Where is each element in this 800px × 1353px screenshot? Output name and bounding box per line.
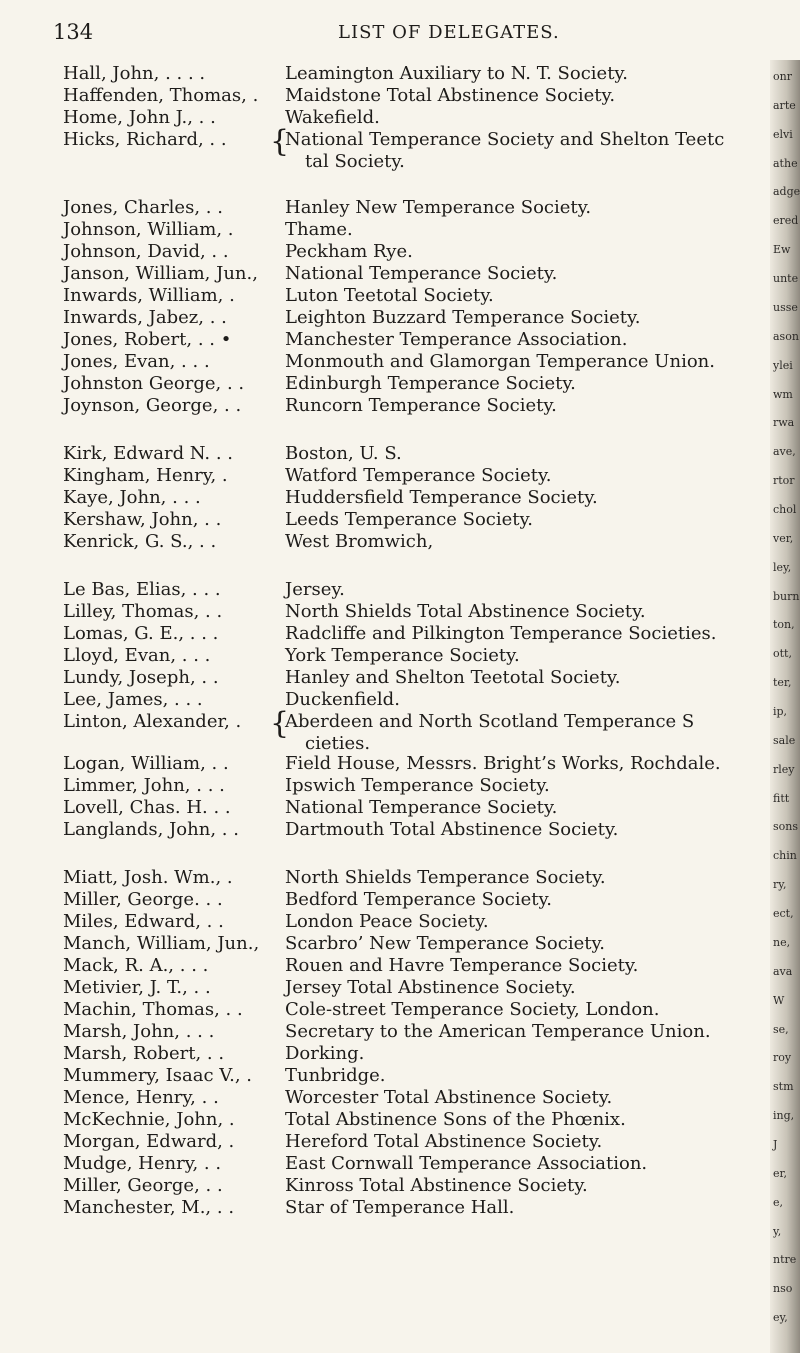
- society-name: [285, 689, 400, 711]
- margin-fragment: ava: [773, 965, 793, 978]
- margin-fragment: ing,: [773, 1109, 795, 1122]
- society-line: Huddersfield Temperance Society.: [285, 487, 598, 508]
- society-line: Jersey.: [285, 579, 345, 600]
- margin-fragment: e,: [773, 1196, 784, 1209]
- delegate-name: Lee, James, . . .: [63, 689, 203, 710]
- margin-fragment: wm: [773, 388, 793, 401]
- margin-fragment: ect,: [773, 907, 794, 920]
- margin-fragment: chin: [773, 849, 797, 862]
- society-name: [285, 775, 550, 797]
- society-line: Leamington Auxiliary to N. T. Society.: [285, 63, 628, 84]
- society-line: Bedford Temperance Society.: [285, 889, 553, 910]
- delegate-name: Linton, Alexander, .: [63, 711, 242, 732]
- delegate-name: Johnston George, . .: [63, 373, 245, 394]
- delegate-name: Hicks, Richard, . .: [63, 129, 227, 150]
- margin-fragment: ver,: [773, 532, 794, 545]
- delegate-name: Home, John J., . .: [63, 107, 216, 128]
- delegate-name: Johnson, David, . .: [63, 241, 229, 262]
- margin-fragment: sons: [773, 820, 798, 833]
- margin-fragment: unte: [773, 272, 799, 285]
- society-line: Total Abstinence Sons of the Phœnix.: [285, 1109, 626, 1130]
- delegate-name: Mack, R. A., . . .: [63, 955, 209, 976]
- society-name: [285, 1131, 602, 1153]
- society-line: Jersey Total Abstinence Society.: [285, 977, 576, 998]
- brace-mark: {: [270, 124, 290, 159]
- society-line: London Peace Society.: [285, 911, 489, 932]
- delegate-name: Mummery, Isaac V., .: [63, 1065, 252, 1086]
- delegate-name: Lovell, Chas. H. . .: [63, 797, 231, 818]
- delegate-name: Miles, Edward, . .: [63, 911, 224, 932]
- society-name: [285, 889, 552, 911]
- society-line: Aberdeen and North Scotland Temperance S: [285, 711, 695, 732]
- society-name: [285, 85, 615, 107]
- society-line: Field House, Messrs. Bright’s Works, Rochdale.: [285, 753, 721, 774]
- society-line: York Temperance Society.: [285, 645, 520, 666]
- society-line: Boston, U. S.: [285, 443, 402, 464]
- society-name: [285, 955, 638, 977]
- delegate-name: Miller, George, . .: [63, 1175, 223, 1196]
- society-name: [285, 107, 380, 129]
- delegate-name: Jones, Evan, . . .: [63, 351, 210, 372]
- society-line: Maidstone Total Abstinence Society.: [285, 85, 616, 106]
- society-name: [285, 645, 520, 667]
- society-line: Star of Temperance Hall.: [285, 1197, 515, 1218]
- society-line: Wakefield.: [285, 107, 380, 128]
- society-name: [285, 1065, 386, 1087]
- society-line: Scarbro’ New Temperance Society.: [285, 933, 605, 954]
- margin-fragment: sale: [773, 734, 796, 747]
- society-line: Runcorn Temperance Society.: [285, 395, 557, 416]
- society-name: [285, 711, 694, 755]
- delegate-name: Mudge, Henry, . .: [63, 1153, 222, 1174]
- society-line: North Shields Total Abstinence Society.: [285, 601, 646, 622]
- delegate-name: Kenrick, G. S., . .: [63, 531, 217, 552]
- society-line: Secretary to the American Temperance Union.: [285, 1021, 711, 1042]
- delegate-name: Miller, George. . .: [63, 889, 223, 910]
- society-name: [285, 63, 628, 85]
- margin-fragment: ave,: [773, 445, 796, 458]
- society-name: [285, 1087, 612, 1109]
- delegate-name: Limmer, John, . . .: [63, 775, 225, 796]
- society-name: [285, 197, 591, 219]
- margin-fragment: athe: [773, 157, 798, 170]
- margin-fragment: W: [773, 994, 785, 1007]
- society-line: Cole-street Temperance Society, London.: [285, 999, 660, 1020]
- society-name: [285, 487, 598, 509]
- society-line: Duckenfield.: [285, 689, 400, 710]
- delegate-name: Manchester, M., . .: [63, 1197, 235, 1218]
- margin-fragment: Ew: [773, 243, 791, 256]
- society-name: [285, 999, 660, 1021]
- delegate-name: Kingham, Henry, .: [63, 465, 228, 486]
- society-name: [285, 329, 627, 351]
- society-name: [285, 219, 353, 241]
- society-name: [285, 1175, 588, 1197]
- delegate-name: Kershaw, John, . .: [63, 509, 222, 530]
- society-line: Ipswich Temperance Society.: [285, 775, 550, 796]
- society-line-continued: cieties.: [305, 733, 371, 754]
- delegate-name: Manch, William, Jun.,: [63, 933, 260, 954]
- delegate-name: Morgan, Edward, .: [63, 1131, 235, 1152]
- delegate-name: Inwards, William, .: [63, 285, 235, 306]
- margin-fragment: fitt: [773, 792, 790, 805]
- society-line: Radcliffe and Pilkington Temperance Societies.: [285, 623, 717, 644]
- margin-fragment: onr: [773, 70, 792, 83]
- society-name: [285, 129, 724, 173]
- society-name: [285, 601, 646, 623]
- society-name: [285, 1043, 364, 1065]
- running-head: LIST OF DELEGATES.: [338, 22, 560, 43]
- delegate-name: Jones, Charles, . .: [63, 197, 223, 218]
- society-line: Dartmouth Total Abstinence Society.: [285, 819, 619, 840]
- society-name: [285, 753, 721, 775]
- delegate-name: Lundy, Joseph, . .: [63, 667, 219, 688]
- margin-fragment: se,: [773, 1023, 789, 1036]
- margin-fragment: ton,: [773, 618, 795, 631]
- delegate-name: Lomas, G. E., . . .: [63, 623, 219, 644]
- society-line: Leeds Temperance Society.: [285, 509, 534, 530]
- society-name: [285, 797, 557, 819]
- society-name: [285, 263, 557, 285]
- margin-fragment: chol: [773, 503, 797, 516]
- page-number: 134: [53, 20, 94, 44]
- margin-fragment: arte: [773, 99, 796, 112]
- society-line: East Cornwall Temperance Association.: [285, 1153, 648, 1174]
- society-name: [285, 373, 576, 395]
- margin-fragment: adge: [773, 185, 800, 198]
- margin-fragment: ne,: [773, 936, 791, 949]
- society-line: Monmouth and Glamorgan Temperance Union.: [285, 351, 715, 372]
- margin-fragment: rtor: [773, 474, 795, 487]
- delegate-name: Kirk, Edward N. . .: [63, 443, 234, 464]
- society-line: Leighton Buzzard Temperance Society.: [285, 307, 641, 328]
- adjacent-page-edge: [770, 60, 800, 1353]
- society-name: [285, 1109, 626, 1131]
- society-line: Luton Teetotal Society.: [285, 285, 494, 306]
- delegate-name: Kaye, John, . . .: [63, 487, 201, 508]
- society-line: Manchester Temperance Association.: [285, 329, 628, 350]
- society-line: Tunbridge.: [285, 1065, 386, 1086]
- society-name: [285, 443, 402, 465]
- margin-fragment: elvi: [773, 128, 793, 141]
- society-line: Rouen and Havre Temperance Society.: [285, 955, 639, 976]
- margin-fragment: nso: [773, 1282, 793, 1295]
- society-name: [285, 351, 715, 373]
- margin-fragment: er,: [773, 1167, 788, 1180]
- society-line: Watford Temperance Society.: [285, 465, 552, 486]
- delegate-name: Jones, Robert, . . •: [63, 329, 232, 350]
- society-line: North Shields Temperance Society.: [285, 867, 606, 888]
- delegate-name: Marsh, Robert, . .: [63, 1043, 225, 1064]
- society-name: [285, 509, 533, 531]
- society-line: Hanley New Temperance Society.: [285, 197, 592, 218]
- margin-fragment: ntre: [773, 1253, 797, 1266]
- society-name: [285, 819, 618, 841]
- delegate-name: Lloyd, Evan, . . .: [63, 645, 211, 666]
- delegate-name: Logan, William, . .: [63, 753, 229, 774]
- society-name: [285, 667, 620, 689]
- delegate-name: McKechnie, John, .: [63, 1109, 235, 1130]
- margin-fragment: ey,: [773, 1311, 788, 1324]
- society-name: [285, 933, 605, 955]
- margin-fragment: ley,: [773, 561, 792, 574]
- margin-fragment: stm: [773, 1080, 794, 1093]
- delegate-name: Miatt, Josh. Wm., .: [63, 867, 233, 888]
- delegate-name: Machin, Thomas, . .: [63, 999, 243, 1020]
- margin-fragment: usse: [773, 301, 798, 314]
- margin-fragment: J: [773, 1138, 778, 1151]
- delegate-name: Langlands, John, . .: [63, 819, 239, 840]
- delegate-name: Lilley, Thomas, . .: [63, 601, 223, 622]
- margin-fragment: ylei: [773, 359, 793, 372]
- society-name: [285, 531, 433, 553]
- delegate-name: Johnson, William, .: [63, 219, 234, 240]
- delegate-name: Marsh, John, . . .: [63, 1021, 215, 1042]
- brace-mark: {: [270, 706, 290, 741]
- society-line: Worcester Total Abstinence Society.: [285, 1087, 613, 1108]
- margin-fragment: ry,: [773, 878, 787, 891]
- society-line: National Temperance Society and Shelton Teetc: [285, 129, 725, 150]
- society-name: [285, 465, 552, 487]
- society-name: [285, 395, 557, 417]
- delegate-name: Le Bas, Elias, . . .: [63, 579, 221, 600]
- society-name: [285, 1197, 514, 1219]
- society-line: Dorking.: [285, 1043, 365, 1064]
- society-name: [285, 1153, 647, 1175]
- society-name: [285, 579, 345, 601]
- society-name: [285, 977, 576, 999]
- society-name: [285, 307, 641, 329]
- society-line: West Bromwich,: [285, 531, 434, 552]
- delegate-name: Janson, William, Jun.,: [63, 263, 258, 284]
- margin-fragment: rley: [773, 763, 795, 776]
- delegate-name: Hall, John, . . . .: [63, 63, 206, 84]
- society-name: [285, 911, 489, 933]
- delegate-name: Metivier, J. T., . .: [63, 977, 211, 998]
- society-line: Hanley and Shelton Teetotal Society.: [285, 667, 621, 688]
- society-line: Hereford Total Abstinence Society.: [285, 1131, 603, 1152]
- society-line: Peckham Rye.: [285, 241, 413, 262]
- society-line: Edinburgh Temperance Society.: [285, 373, 576, 394]
- society-name: [285, 241, 413, 263]
- delegate-name: Joynson, George, . .: [63, 395, 242, 416]
- society-line-continued: tal Society.: [305, 151, 405, 172]
- society-line: National Temperance Society.: [285, 263, 558, 284]
- margin-fragment: roy: [773, 1051, 792, 1064]
- society-name: [285, 1021, 711, 1043]
- delegate-name: Inwards, Jabez, . .: [63, 307, 227, 328]
- margin-fragment: y,: [773, 1225, 782, 1238]
- margin-fragment: ason: [773, 330, 799, 343]
- delegate-name: Mence, Henry, . .: [63, 1087, 219, 1108]
- margin-fragment: burn: [773, 590, 800, 603]
- society-line: Kinross Total Abstinence Society.: [285, 1175, 588, 1196]
- margin-fragment: rwa: [773, 416, 795, 429]
- society-name: [285, 867, 606, 889]
- margin-fragment: ter,: [773, 676, 792, 689]
- society-line: Thame.: [285, 219, 353, 240]
- margin-fragment: ered: [773, 214, 799, 227]
- society-name: [285, 623, 716, 645]
- society-name: [285, 285, 494, 307]
- society-line: National Temperance Society.: [285, 797, 558, 818]
- margin-fragment: ip,: [773, 705, 788, 718]
- delegate-name: Haffenden, Thomas, .: [63, 85, 259, 106]
- margin-fragment: ott,: [773, 647, 792, 660]
